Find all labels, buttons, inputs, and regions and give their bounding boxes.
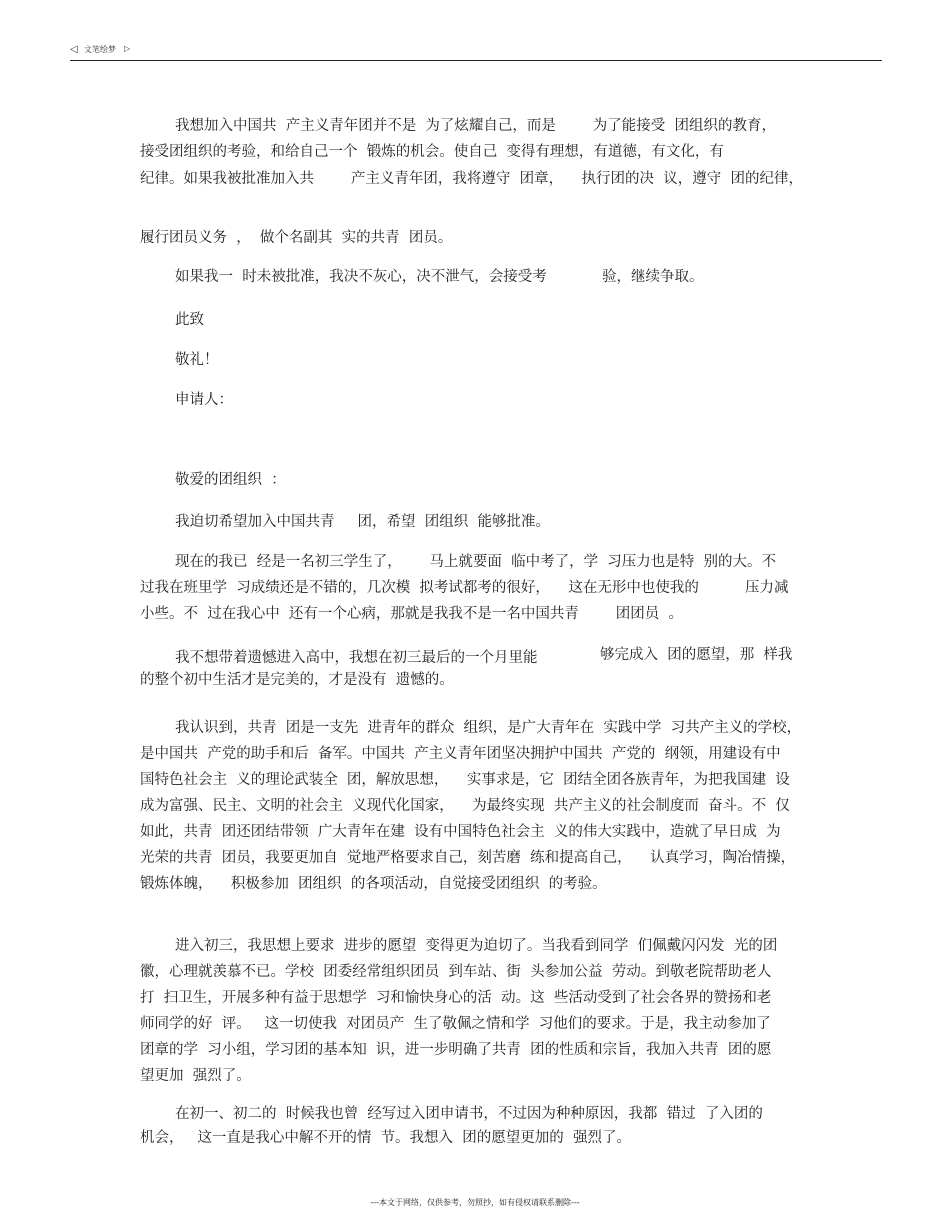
paragraph-line: 徽，心理就羡慕不已。学校 团委经常组织团员 到车站、街 头参加公益 劳动。到敬老院帮助老人 — [140, 964, 772, 980]
applicant-line: 申请人： — [175, 392, 233, 408]
paragraph-line: 如果我一 时未被批准，我决不灰心，决不泄气，会接受考 验，继续争取。 — [175, 269, 704, 285]
paragraph-line: 在初一、初二的 时候我也曾 经写过入团申请书，不过因为种种原因，我都 错过 了入团的 — [175, 1106, 763, 1122]
page-header — [70, 42, 882, 61]
paragraph-line: 够完成入 团的愿望，那 样我 — [600, 647, 793, 663]
paragraph-line: 团章的学 习小组，学习团的基本知 识，进一步明确了共青 团的性质和宗旨，我加入共青 团的愿 — [140, 1042, 772, 1058]
paragraph-line: 我迫切希望加入中国共青 团，希望 团组织 能够批准。 — [175, 514, 550, 530]
left-triangle-icon: ◁ — [70, 44, 78, 55]
paragraph-line: 进入初三，我思想上要求 进步的愿望 变得更为迫切了。当我看到同学 们佩戴闪闪发 光的团 — [175, 938, 778, 954]
paragraph-line: 国特色社会主 义的理论武装全 团，解放思想， 实事求是，它 团结全团各族青年，为把我国建 设 — [140, 772, 790, 788]
paragraph-line: 履行团员义务 ， 做个名副其 实的共青 团员。 — [140, 230, 453, 246]
paragraph-line: 师同学的好 评。 这一切使我 对团员产 生了敬佩之情和学 习他们的要求。于是，我主动参加了 — [140, 1016, 771, 1032]
paragraph-line: 我认识到，共青 团是一支先 进青年的群众 组织，是广大青年在 实践中学 习共产主义的学校， — [175, 720, 802, 736]
paragraph-line: 打 扫卫生，开展多种有益于思想学 习和愉快身心的活 动。这 些活动受到了社会各界的赞扬和老 — [140, 990, 772, 1006]
paragraph-line: 锻炼体魄， 积极参加 团组织 的各项活动，自觉接受团组织 的考验。 — [140, 876, 607, 892]
closing-line: 此致 — [175, 312, 204, 328]
salute-line: 敬礼！ — [175, 352, 219, 368]
paragraph-line: 是中国共 产党的助手和后 备军。中国共 产主义青年团坚决拥护中国共 产党的 纲领，用建设有中 — [140, 746, 781, 762]
paragraph-line: 光荣的共青 团员，我要更加自 觉地严格要求自己，刻苦磨 练和提高自己， 认真学习，陶冶情操， — [140, 850, 796, 866]
greeting-line: 敬爱的团组织 ： — [175, 472, 286, 488]
paragraph-line: 成为富强、民主、文明的社会主 义现代化国家， 为最终实现 共产主义的社会制度而 奋斗。不 仅 — [140, 798, 790, 814]
paragraph-line: 机会， 这一直是我心中解不开的情 节。我想入 团的愿望更加的 强烈了。 — [140, 1130, 631, 1146]
paragraph-line: 小些。不 过在我心中 还有一个心病，那就是我我不是一名中国共青 团团员 。 — [140, 606, 684, 622]
paragraph-line: 接受团组织的考验，和给自己一个 锻炼的机会。使自己 变得有理想，有道德，有文化，有 — [140, 144, 724, 160]
paragraph-line: 望更加 强烈了。 — [140, 1068, 251, 1084]
page-footer: ---本文于网络，仅供参考，勿照抄，如有侵权请联系删除--- — [370, 1198, 580, 1207]
paragraph-line: 我不想带着遗憾进入高中，我想在初三最后的一个月里能 — [175, 650, 538, 666]
paragraph-line: 现在的我已 经是一名初三学生了， 马上就要面 临中考了，学 习压力也是特 别的大。不 — [175, 554, 777, 570]
paragraph-line: 我想加入中国共 产主义青年团并不是 为了炫耀自己，而是 为了能接受 团组织的教育， — [175, 118, 777, 134]
header-brand: 文笔绘梦 — [84, 45, 116, 54]
right-triangle-icon: ▷ — [124, 44, 131, 53]
paragraph-line: 过我在班里学 习成绩还是不错的，几次模 拟考试都考的很好， 这在无形中也使我的 压力减 — [140, 580, 789, 596]
paragraph-line: 纪律。如果我被批准加入共 产主义青年团，我将遵守 团章， 执行团的决 议，遵守 团的纪律， — [140, 171, 803, 187]
paragraph-line: 如此，共青 团还团结带领 广大青年在建 设有中国特色社会主 义的伟大实践中，造就了早日成 为 — [140, 824, 781, 840]
paragraph-line: 的整个初中生活才是完美的，才是没有 遗憾的。 — [140, 672, 454, 688]
